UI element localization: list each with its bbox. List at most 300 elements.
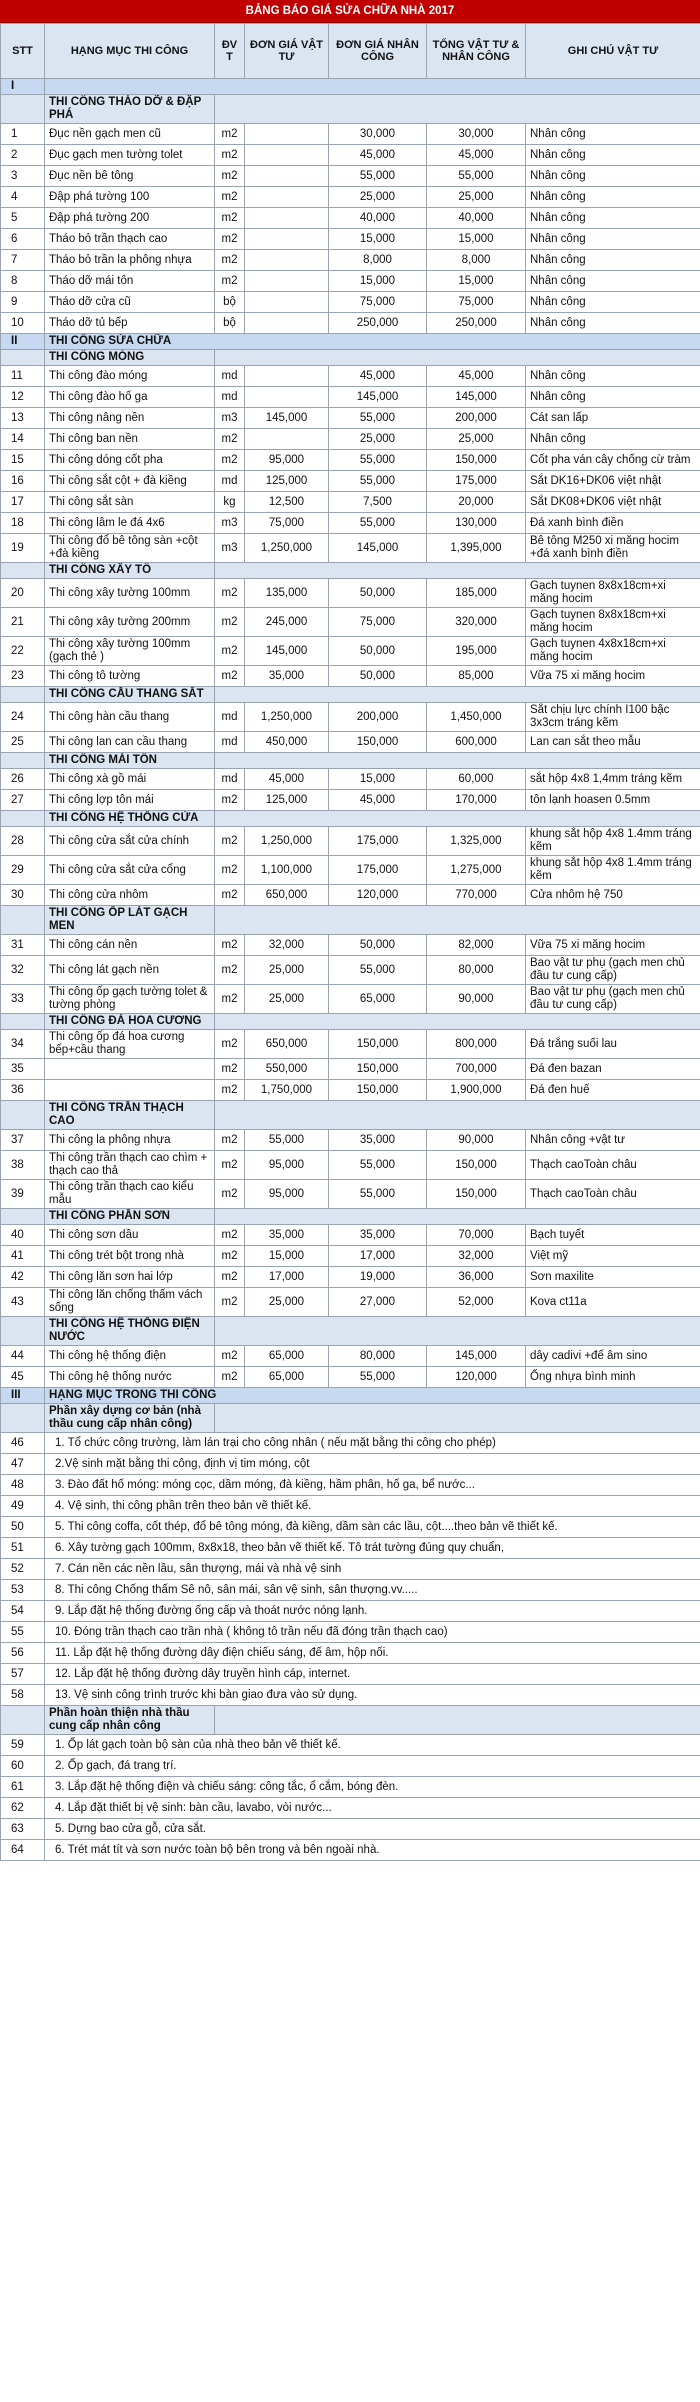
group-header-row	[1, 563, 700, 579]
material-price: 1,250,000	[245, 827, 329, 856]
total-price: 130,000	[427, 513, 526, 534]
group-title: THI CÔNG MÓNG	[45, 350, 215, 366]
table-row	[1, 1246, 700, 1267]
item-name: Thi công trần thạch cao kiểu mẫu	[45, 1180, 215, 1209]
labor-price: 50,000	[329, 666, 427, 687]
labor-price: 19,000	[329, 1267, 427, 1288]
table-row	[1, 187, 700, 208]
total-price: 200,000	[427, 408, 526, 429]
total-price: 150,000	[427, 450, 526, 471]
item-name: Tháo dỡ cửa cũ	[45, 292, 215, 313]
task-text: 5. Thi công coffa, cốt thép, đổ bê tông móng, đà kiềng, dầm sàn các lầu, cột....theo bản vẽ thiết kế.	[45, 1517, 700, 1538]
row-stt: 35	[1, 1059, 45, 1080]
row-stt: 24	[1, 703, 45, 732]
material-price: 145,000	[245, 408, 329, 429]
labor-price: 145,000	[329, 387, 427, 408]
item-name: Thi công sắt sàn	[45, 492, 215, 513]
table-row	[1, 579, 700, 608]
material-note: Đá đen bazan	[526, 1059, 700, 1080]
material-price	[245, 208, 329, 229]
material-note: Nhân công	[526, 187, 700, 208]
total-price: 90,000	[427, 985, 526, 1014]
table-row	[1, 827, 700, 856]
material-price: 55,000	[245, 1130, 329, 1151]
group-title: THI CÔNG XÂY TÔ	[45, 563, 215, 579]
total-price: 1,275,000	[427, 856, 526, 885]
unit-cell: m2	[215, 429, 245, 450]
table-row	[1, 956, 700, 985]
labor-price: 150,000	[329, 732, 427, 753]
row-stt: 3	[1, 166, 45, 187]
material-price	[245, 187, 329, 208]
material-note: Thạch caoToàn châu	[526, 1180, 700, 1209]
table-row	[1, 313, 700, 334]
table-row	[1, 608, 700, 637]
labor-price: 15,000	[329, 769, 427, 790]
row-stt: 9	[1, 292, 45, 313]
item-name: Thi công nâng nền	[45, 408, 215, 429]
group-stt	[1, 350, 45, 366]
unit-cell: m2	[215, 1151, 245, 1180]
total-price: 55,000	[427, 166, 526, 187]
labor-price: 35,000	[329, 1130, 427, 1151]
row-stt: 19	[1, 534, 45, 563]
group-stt	[1, 1014, 45, 1030]
material-price: 125,000	[245, 790, 329, 811]
labor-price: 25,000	[329, 429, 427, 450]
row-stt: 53	[1, 1580, 45, 1601]
material-price	[245, 229, 329, 250]
total-price: 85,000	[427, 666, 526, 687]
item-name: Tháo bỏ trần thạch cao	[45, 229, 215, 250]
table-header-row	[1, 24, 700, 79]
material-note: Gạch tuynen 8x8x18cm+xi măng hocim	[526, 579, 700, 608]
row-stt: 20	[1, 579, 45, 608]
material-price	[245, 387, 329, 408]
total-price: 75,000	[427, 292, 526, 313]
row-stt: 59	[1, 1735, 45, 1756]
table-row	[1, 790, 700, 811]
table-row	[1, 450, 700, 471]
item-name: Thi công cán nền	[45, 935, 215, 956]
labor-price: 8,000	[329, 250, 427, 271]
labor-price: 145,000	[329, 534, 427, 563]
row-stt: 57	[1, 1664, 45, 1685]
section-title: THI CÔNG SỬA CHỮA	[45, 334, 700, 350]
unit-cell: m2	[215, 1246, 245, 1267]
row-stt: 7	[1, 250, 45, 271]
material-note: Gạch tuynen 8x8x18cm+xi măng hocim	[526, 608, 700, 637]
row-stt: 1	[1, 124, 45, 145]
row-stt: 26	[1, 769, 45, 790]
labor-price: 50,000	[329, 579, 427, 608]
unit-cell: m2	[215, 666, 245, 687]
row-stt: 39	[1, 1180, 45, 1209]
total-price: 145,000	[427, 1346, 526, 1367]
section-row	[1, 334, 700, 350]
total-price: 1,325,000	[427, 827, 526, 856]
total-price: 175,000	[427, 471, 526, 492]
row-stt: 30	[1, 885, 45, 906]
task-row	[1, 1433, 700, 1454]
table-row	[1, 1180, 700, 1209]
group-filler	[215, 811, 700, 827]
total-price: 1,450,000	[427, 703, 526, 732]
material-note: Ống nhựa bình minh	[526, 1367, 700, 1388]
unit-cell: m3	[215, 513, 245, 534]
table-row	[1, 229, 700, 250]
row-stt: 14	[1, 429, 45, 450]
group-title: THI CÔNG CẦU THANG SẮT	[45, 687, 215, 703]
material-note: Thạch caoToàn châu	[526, 1151, 700, 1180]
unit-cell: m2	[215, 250, 245, 271]
table-row	[1, 1130, 700, 1151]
item-name: Tháo dỡ tủ bếp	[45, 313, 215, 334]
labor-price: 55,000	[329, 166, 427, 187]
row-stt: 36	[1, 1080, 45, 1101]
row-stt: 17	[1, 492, 45, 513]
item-name: Thi công xây tường 200mm	[45, 608, 215, 637]
material-price	[245, 145, 329, 166]
item-name: Thi công lan can cầu thang	[45, 732, 215, 753]
task-row	[1, 1798, 700, 1819]
task-row	[1, 1685, 700, 1706]
material-note: Nhân công	[526, 387, 700, 408]
unit-cell: m2	[215, 956, 245, 985]
group-stt	[1, 687, 45, 703]
row-stt: 55	[1, 1622, 45, 1643]
material-note: Đá xanh bình điền	[526, 513, 700, 534]
table-row	[1, 166, 700, 187]
labor-price: 30,000	[329, 124, 427, 145]
material-price: 1,750,000	[245, 1080, 329, 1101]
row-stt: 64	[1, 1840, 45, 1861]
row-stt: 54	[1, 1601, 45, 1622]
unit-cell: m2	[215, 208, 245, 229]
labor-price: 75,000	[329, 292, 427, 313]
group-title: THI CÔNG TRẦN THẠCH CAO	[45, 1101, 215, 1130]
table-row	[1, 1080, 700, 1101]
item-name: Thi công ban nền	[45, 429, 215, 450]
unit-cell: kg	[215, 492, 245, 513]
unit-cell: m2	[215, 1080, 245, 1101]
task-row	[1, 1819, 700, 1840]
group-stt	[1, 1101, 45, 1130]
row-stt: 45	[1, 1367, 45, 1388]
table-row	[1, 1267, 700, 1288]
task-row	[1, 1756, 700, 1777]
row-stt: 63	[1, 1819, 45, 1840]
item-name: Đập phá tường 200	[45, 208, 215, 229]
material-note: Bê tông M250 xi măng hocim +đá xanh bình điền	[526, 534, 700, 563]
item-name: Đục nền bê tông	[45, 166, 215, 187]
task-text: 7. Cán nền các nền lầu, sân thượng, mái và nhà vệ sinh	[45, 1559, 700, 1580]
table-row	[1, 935, 700, 956]
row-stt: 25	[1, 732, 45, 753]
task-text: 6. Xây tường gạch 100mm, 8x8x18, theo bản vẽ thiết kế. Tô trát tường đúng quy chuẩn,	[45, 1538, 700, 1559]
task-row	[1, 1580, 700, 1601]
section-row	[1, 1388, 700, 1404]
item-name: Thi công hệ thống điện	[45, 1346, 215, 1367]
material-price	[245, 313, 329, 334]
labor-price: 45,000	[329, 366, 427, 387]
row-stt: 5	[1, 208, 45, 229]
total-price: 15,000	[427, 271, 526, 292]
row-stt: 51	[1, 1538, 45, 1559]
labor-price: 55,000	[329, 1151, 427, 1180]
material-price: 245,000	[245, 608, 329, 637]
unit-cell: m2	[215, 1030, 245, 1059]
group-stt	[1, 906, 45, 935]
material-price: 25,000	[245, 1288, 329, 1317]
material-price: 75,000	[245, 513, 329, 534]
task-text: 2. Ốp gạch, đá trang trí.	[45, 1756, 700, 1777]
labor-price: 50,000	[329, 935, 427, 956]
group-header-row	[1, 1317, 700, 1346]
material-price: 12,500	[245, 492, 329, 513]
material-note: Nhân công	[526, 429, 700, 450]
unit-cell: m3	[215, 408, 245, 429]
col-header-labor: ĐƠN GIÁ NHÂN CÔNG	[329, 24, 427, 79]
task-row	[1, 1601, 700, 1622]
total-price: 60,000	[427, 769, 526, 790]
row-stt: 21	[1, 608, 45, 637]
table-row	[1, 1367, 700, 1388]
material-note: Nhân công	[526, 229, 700, 250]
task-row	[1, 1643, 700, 1664]
group-header-row	[1, 95, 700, 124]
material-note: Nhân công	[526, 271, 700, 292]
row-stt: 49	[1, 1496, 45, 1517]
item-name: Thi công dóng cốt pha	[45, 450, 215, 471]
total-price: 1,900,000	[427, 1080, 526, 1101]
row-stt: 46	[1, 1433, 45, 1454]
unit-cell: m2	[215, 450, 245, 471]
group-title: THI CÔNG PHẦN SƠN	[45, 1209, 215, 1225]
labor-price: 55,000	[329, 1180, 427, 1209]
total-price: 185,000	[427, 579, 526, 608]
unit-cell: m2	[215, 637, 245, 666]
material-price: 25,000	[245, 956, 329, 985]
task-text: 12. Lắp đặt hệ thống đường dây truyền hình cáp, internet.	[45, 1664, 700, 1685]
row-stt: 62	[1, 1798, 45, 1819]
labor-price: 50,000	[329, 637, 427, 666]
total-price: 15,000	[427, 229, 526, 250]
total-price: 150,000	[427, 1151, 526, 1180]
material-price: 65,000	[245, 1367, 329, 1388]
table-row	[1, 732, 700, 753]
item-name: Thi công trần thạch cao chìm + thạch cao thả	[45, 1151, 215, 1180]
row-stt: 52	[1, 1559, 45, 1580]
material-note: Cốt pha ván cây chống cừ tràm	[526, 450, 700, 471]
task-row	[1, 1735, 700, 1756]
unit-cell: m2	[215, 608, 245, 637]
material-note: Nhân công	[526, 145, 700, 166]
item-name: Thi công lăn chống thấm vách sống	[45, 1288, 215, 1317]
page-title: BẢNG BÁO GIÁ SỬA CHỮA NHÀ 2017	[0, 0, 700, 23]
group-header-row	[1, 811, 700, 827]
material-note: tôn lạnh hoasen 0.5mm	[526, 790, 700, 811]
material-price	[245, 366, 329, 387]
material-note: Đá đen huế	[526, 1080, 700, 1101]
material-note: Đá trắng suối lau	[526, 1030, 700, 1059]
row-stt: 12	[1, 387, 45, 408]
material-note: Gạch tuynen 4x8x18cm+xi măng hocim	[526, 637, 700, 666]
group-filler	[215, 687, 700, 703]
total-price: 70,000	[427, 1225, 526, 1246]
group-filler	[215, 95, 700, 124]
group-header-row	[1, 1014, 700, 1030]
task-text: 6. Trét mát tít và sơn nước toàn bộ bên trong và bên ngoài nhà.	[45, 1840, 700, 1861]
item-name: Thi công lăn sơn hai lớp	[45, 1267, 215, 1288]
task-text: 1. Ốp lát gạch toàn bộ sàn của nhà theo bản vẽ thiết kế.	[45, 1735, 700, 1756]
row-stt: 15	[1, 450, 45, 471]
table-row	[1, 1225, 700, 1246]
item-name: Đục nền gạch men cũ	[45, 124, 215, 145]
labor-price: 250,000	[329, 313, 427, 334]
material-price: 650,000	[245, 1030, 329, 1059]
section-number: III	[1, 1388, 45, 1404]
group-header-row	[1, 1706, 700, 1735]
total-price: 40,000	[427, 208, 526, 229]
material-note: Nhân công	[526, 313, 700, 334]
material-price	[245, 250, 329, 271]
table-row	[1, 366, 700, 387]
material-note: Nhân công	[526, 166, 700, 187]
table-row	[1, 408, 700, 429]
material-price: 125,000	[245, 471, 329, 492]
table-row	[1, 1059, 700, 1080]
section-number: II	[1, 334, 45, 350]
total-price: 8,000	[427, 250, 526, 271]
row-stt: 11	[1, 366, 45, 387]
labor-price: 175,000	[329, 856, 427, 885]
item-name	[45, 1080, 215, 1101]
group-title: THI CÔNG ỐP LÁT GẠCH MEN	[45, 906, 215, 935]
task-text: 3. Đào đất hố móng: móng cọc, dầm móng, đà kiềng, hầm phân, hố ga, bể nước...	[45, 1475, 700, 1496]
labor-price: 55,000	[329, 1367, 427, 1388]
task-text: 4. Vệ sinh, thi công phần trên theo bản vẽ thiết kế.	[45, 1496, 700, 1517]
material-note: Sắt DK08+DK06 việt nhật	[526, 492, 700, 513]
item-name: Thi công tô tường	[45, 666, 215, 687]
labor-price: 65,000	[329, 985, 427, 1014]
task-text: 8. Thi công Chống thấm Sê nô, sân mái, sân vệ sinh, sân thượng.vv.....	[45, 1580, 700, 1601]
total-price: 80,000	[427, 956, 526, 985]
total-price: 770,000	[427, 885, 526, 906]
material-price	[245, 429, 329, 450]
material-price: 650,000	[245, 885, 329, 906]
material-note: sắt hộp 4x8 1,4mm tráng kẽm	[526, 769, 700, 790]
row-stt: 34	[1, 1030, 45, 1059]
table-row	[1, 703, 700, 732]
unit-cell: m2	[215, 885, 245, 906]
labor-price: 15,000	[329, 229, 427, 250]
task-text: 10. Đóng trần thạch cao trần nhà ( không tô trần nếu đã đóng trần thạch cao)	[45, 1622, 700, 1643]
row-stt: 10	[1, 313, 45, 334]
unit-cell: md	[215, 471, 245, 492]
group-filler	[215, 1706, 700, 1735]
item-name: Thi công sắt cột + đà kiềng	[45, 471, 215, 492]
labor-price: 27,000	[329, 1288, 427, 1317]
material-price: 145,000	[245, 637, 329, 666]
total-price: 36,000	[427, 1267, 526, 1288]
row-stt: 61	[1, 1777, 45, 1798]
total-price: 170,000	[427, 790, 526, 811]
group-filler	[215, 1209, 700, 1225]
unit-cell: m2	[215, 187, 245, 208]
group-stt	[1, 1706, 45, 1735]
labor-price: 7,500	[329, 492, 427, 513]
task-row	[1, 1496, 700, 1517]
item-name: Thi công la phông nhựa	[45, 1130, 215, 1151]
material-price	[245, 271, 329, 292]
table-row	[1, 1030, 700, 1059]
table-row	[1, 292, 700, 313]
material-price: 17,000	[245, 1267, 329, 1288]
material-price: 450,000	[245, 732, 329, 753]
total-price: 52,000	[427, 1288, 526, 1317]
material-note: Nhân công	[526, 208, 700, 229]
material-note: khung sắt hộp 4x8 1.4mm tráng kẽm	[526, 827, 700, 856]
task-text: 13. Vệ sinh công trình trước khi bàn giao đưa vào sử dụng.	[45, 1685, 700, 1706]
row-stt: 42	[1, 1267, 45, 1288]
table-row	[1, 492, 700, 513]
group-stt	[1, 1404, 45, 1433]
labor-price: 80,000	[329, 1346, 427, 1367]
labor-price: 55,000	[329, 471, 427, 492]
material-price: 35,000	[245, 666, 329, 687]
row-stt: 18	[1, 513, 45, 534]
unit-cell: m2	[215, 579, 245, 608]
item-name: Thi công sơn dầu	[45, 1225, 215, 1246]
unit-cell: bộ	[215, 313, 245, 334]
table-row	[1, 513, 700, 534]
row-stt: 41	[1, 1246, 45, 1267]
row-stt: 8	[1, 271, 45, 292]
section-number: I	[1, 79, 45, 95]
row-stt: 16	[1, 471, 45, 492]
table-row	[1, 985, 700, 1014]
group-filler	[215, 906, 700, 935]
labor-price: 175,000	[329, 827, 427, 856]
material-price: 45,000	[245, 769, 329, 790]
material-price	[245, 166, 329, 187]
table-row	[1, 208, 700, 229]
item-name: Thi công ốp gạch tường tolet & tường phòng	[45, 985, 215, 1014]
material-note: Việt mỹ	[526, 1246, 700, 1267]
row-stt: 31	[1, 935, 45, 956]
task-text: 11. Lắp đặt hệ thống đường dây điện chiếu sáng, đế âm, hộp nối.	[45, 1643, 700, 1664]
group-title: Phần xây dựng cơ bản (nhà thầu cung cấp nhân công)	[45, 1404, 215, 1433]
row-stt: 13	[1, 408, 45, 429]
group-filler	[215, 753, 700, 769]
material-price: 1,250,000	[245, 703, 329, 732]
unit-cell: m2	[215, 1130, 245, 1151]
total-price: 800,000	[427, 1030, 526, 1059]
material-note: Kova ct11a	[526, 1288, 700, 1317]
row-stt: 33	[1, 985, 45, 1014]
unit-cell: m2	[215, 1367, 245, 1388]
group-header-row	[1, 350, 700, 366]
unit-cell: m2	[215, 229, 245, 250]
total-price: 195,000	[427, 637, 526, 666]
group-title: THI CÔNG ĐÁ HOA CƯƠNG	[45, 1014, 215, 1030]
labor-price: 45,000	[329, 790, 427, 811]
material-note: Cát san lấp	[526, 408, 700, 429]
task-text: 3. Lắp đặt hệ thống điện và chiếu sáng: công tắc, ổ cắm, bóng đèn.	[45, 1777, 700, 1798]
unit-cell: m2	[215, 1225, 245, 1246]
row-stt: 32	[1, 956, 45, 985]
